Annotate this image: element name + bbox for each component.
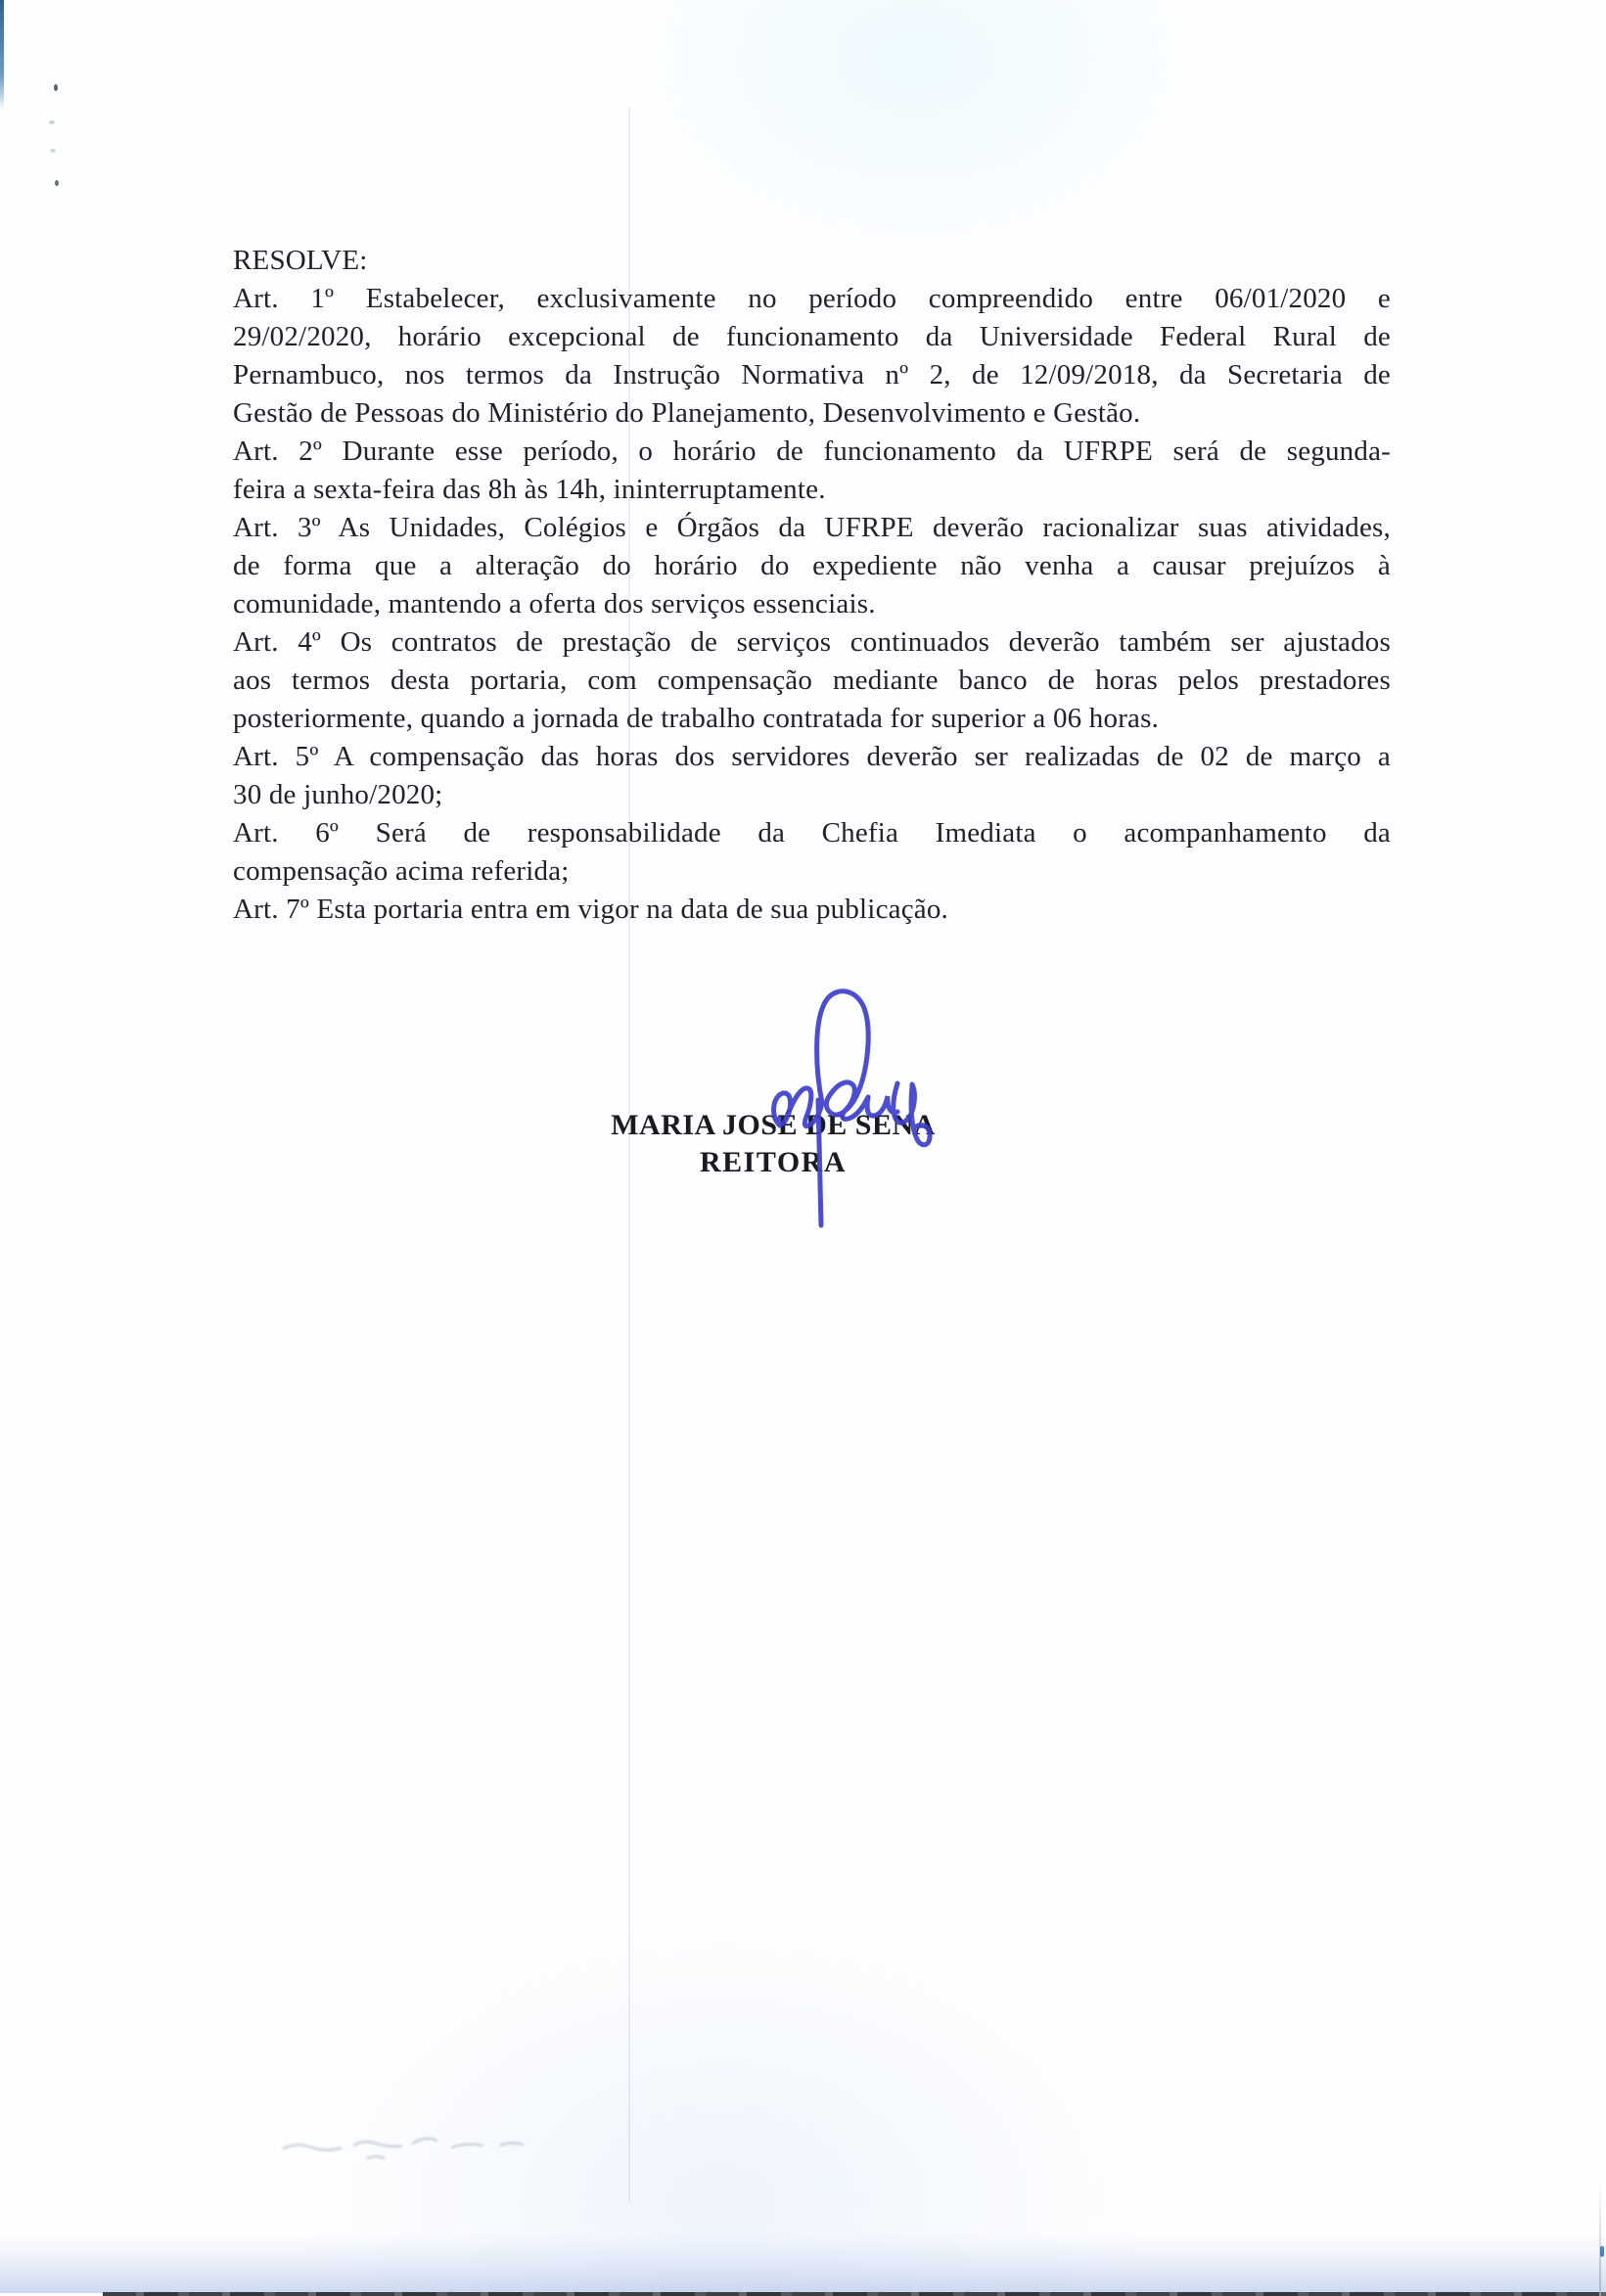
doc-line: Art. 4º Os contratos de prestação de serviços continuados deverão também ser ajustados bbox=[233, 626, 1391, 658]
doc-line: compensação acima referida; bbox=[233, 855, 570, 887]
doc-line: Pernambuco, nos termos da Instrução Normativa nº 2, de 12/09/2018, da Secretaria de bbox=[233, 359, 1391, 390]
doc-line: Gestão de Pessoas do Ministério do Planejamento, Desenvolvimento e Gestão. bbox=[233, 397, 1141, 429]
doc-line: aos termos desta portaria, com compensação mediante banco de horas pelos prestadores bbox=[233, 665, 1391, 696]
doc-line: 30 de junho/2020; bbox=[233, 779, 443, 810]
document-body bbox=[233, 242, 1391, 929]
scan-speck-blue bbox=[1600, 2246, 1604, 2257]
signatory-role: REITORA bbox=[700, 1146, 847, 1178]
scan-edge-line-right bbox=[1599, 2181, 1601, 2296]
doc-line: Art. 6º Será de responsabilidade da Chefia Imediata o acompanhamento da bbox=[233, 817, 1391, 849]
doc-line-resolve: RESOLVE: bbox=[233, 245, 368, 276]
doc-line: comunidade, mantendo a oferta dos serviços essenciais. bbox=[233, 588, 876, 620]
doc-line: posteriormente, quando a jornada de trabalho contratada for superior a 06 horas. bbox=[233, 703, 1160, 734]
scan-bottom-edge-line bbox=[103, 2292, 1606, 2296]
doc-line: feira a sexta-feira das 8h às 14h, ininterruptamente. bbox=[233, 474, 826, 505]
handwritten-signature-icon bbox=[758, 979, 1023, 1233]
doc-line: Art. 3º As Unidades, Colégios e Órgãos da UFRPE deverão racionalizar suas atividades, bbox=[233, 512, 1391, 543]
scan-edge-line-top-left bbox=[0, 0, 4, 110]
scan-bottom-shadow bbox=[0, 2234, 1606, 2293]
scan-speck bbox=[49, 120, 55, 124]
doc-line: Art. 7º Esta portaria entra em vigor na data de sua publicação. bbox=[233, 894, 949, 925]
doc-line: Art. 1º Estabelecer, exclusivamente no período compreendido entre 06/01/2020 e bbox=[233, 283, 1391, 314]
faint-smudge-mark bbox=[274, 2119, 646, 2166]
signature-block bbox=[528, 1107, 1018, 1181]
doc-line: Art. 5º A compensação das horas dos servidores deverão ser realizadas de 02 de março a bbox=[233, 741, 1391, 772]
scan-speck bbox=[50, 149, 56, 153]
doc-line: Art. 2º Durante esse período, o horário de funcionamento da UFRPE será de segunda- bbox=[233, 436, 1391, 467]
signatory-name: MARIA JOSÉ DE SENA bbox=[611, 1109, 936, 1141]
scan-speck bbox=[55, 180, 59, 186]
doc-line: de forma que a alteração do horário do expediente não venha a causar prejuízos à bbox=[233, 550, 1391, 581]
scan-speck bbox=[54, 84, 58, 91]
doc-line: 29/02/2020, horário excepcional de funcionamento da Universidade Federal Rural de bbox=[233, 321, 1391, 352]
